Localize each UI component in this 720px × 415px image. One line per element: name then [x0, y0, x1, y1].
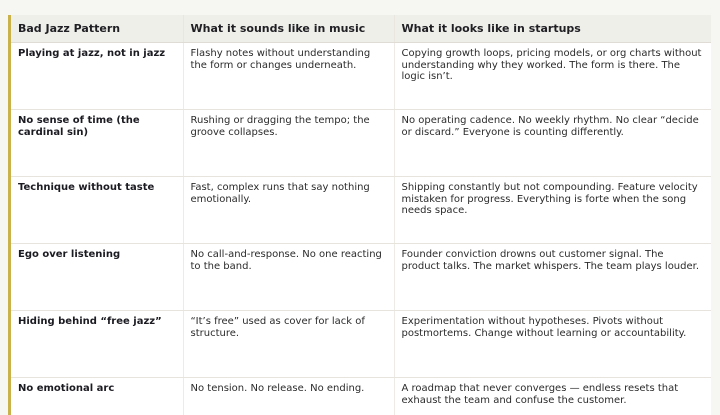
- pattern-cell: Playing at jazz, not in jazz: [11, 43, 183, 110]
- comparison-table-card: [8, 15, 711, 415]
- startups-cell: Shipping constantly but not compounding. Feature velocity mistaken for progress. Everything is forte when the song needs space.: [394, 177, 711, 244]
- music-cell: Flashy notes without understanding the form or changes underneath.: [183, 43, 394, 110]
- startups-cell: A roadmap that never converges — endless resets that exhaust the team and confuse the customer.: [394, 378, 711, 415]
- pattern-cell: Hiding behind “free jazz”: [11, 311, 183, 378]
- music-cell: Fast, complex runs that say nothing emotionally.: [183, 177, 394, 244]
- column-header-pattern: Bad Jazz Pattern: [11, 15, 183, 43]
- startups-cell: Founder conviction drowns out customer signal. The product talks. The market whispers. The team plays louder.: [394, 244, 711, 311]
- music-cell: Rushing or dragging the tempo; the groove collapses.: [183, 110, 394, 177]
- table-row: [11, 311, 711, 378]
- pattern-cell: No sense of time (the cardinal sin): [11, 110, 183, 177]
- music-cell: No call-and-response. No one reacting to the band.: [183, 244, 394, 311]
- pattern-cell: No emotional arc: [11, 378, 183, 415]
- bad-jazz-table: [11, 15, 711, 415]
- table-row: [11, 43, 711, 110]
- table-row: [11, 244, 711, 311]
- startups-cell: No operating cadence. No weekly rhythm. No clear “decide or discard.” Everyone is counting differently.: [394, 110, 711, 177]
- pattern-cell: Technique without taste: [11, 177, 183, 244]
- table-body: [11, 43, 711, 415]
- column-header-startups: What it looks like in startups: [394, 15, 711, 43]
- music-cell: No tension. No release. No ending.: [183, 378, 394, 415]
- pattern-cell: Ego over listening: [11, 244, 183, 311]
- table-row: [11, 177, 711, 244]
- table-row: [11, 378, 711, 415]
- startups-cell: Copying growth loops, pricing models, or org charts without understanding why they worked. The form is there. The logic isn’t.: [394, 43, 711, 110]
- table-row: [11, 110, 711, 177]
- startups-cell: Experimentation without hypotheses. Pivots without postmortems. Change without learning or accountability.: [394, 311, 711, 378]
- table-header: [11, 15, 711, 43]
- header-row: [11, 15, 711, 43]
- column-header-music: What it sounds like in music: [183, 15, 394, 43]
- music-cell: “It’s free” used as cover for lack of structure.: [183, 311, 394, 378]
